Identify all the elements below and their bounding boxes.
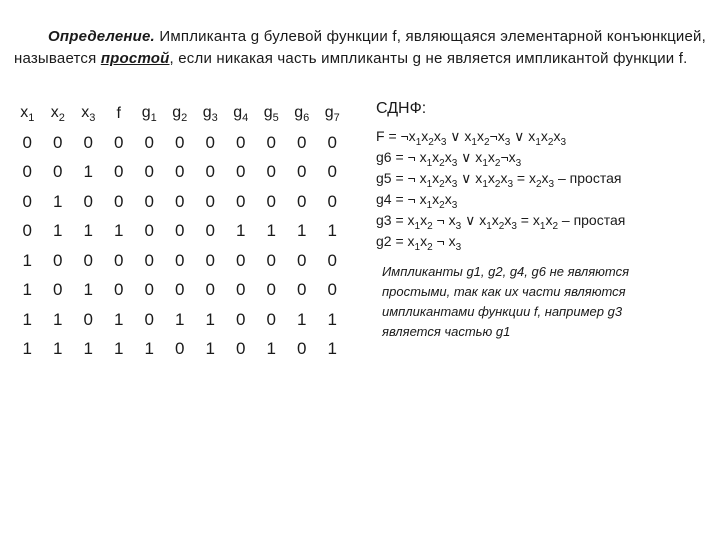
table-cell: 0 [297, 191, 307, 211]
table-header-row [12, 100, 348, 128]
formula-line: g4 = ¬ $x_1x_2x_3$ [376, 191, 458, 211]
table-row [12, 187, 348, 217]
table-cell: 1 [327, 221, 337, 241]
table-cell: 0 [205, 132, 215, 152]
table-cell: 0 [327, 132, 337, 152]
table-cell: 0 [175, 132, 185, 152]
table-cell: 1 [83, 280, 93, 300]
column-header-symbol: g [233, 103, 243, 121]
definition-text-2: , если никакая часть импликанты g не является импликантой функции f. [169, 50, 688, 67]
table-cell: 0 [266, 132, 276, 152]
table-cell: 0 [266, 162, 276, 182]
column-header-symbol: f [116, 105, 121, 122]
column-header [287, 100, 318, 128]
column-header-index: 7 [333, 112, 340, 125]
table-cell: 0 [144, 280, 154, 300]
table-cell: 0 [205, 191, 215, 211]
table-cell: 1 [266, 221, 276, 241]
table-cell: 1 [53, 309, 63, 329]
table-cell: 0 [205, 162, 215, 182]
column-header-index: 4 [242, 112, 249, 125]
table-row [12, 246, 348, 276]
table-cell: 0 [297, 162, 307, 182]
formula-line: $g2 = x_1x_2$ ¬ $x_3$ [376, 233, 462, 253]
table-cell: 0 [22, 162, 32, 182]
table-cell: 0 [205, 250, 215, 270]
definition-term: Определение. [48, 28, 155, 45]
table-cell: 0 [236, 162, 246, 182]
column-header [317, 100, 348, 128]
column-header-symbol: x [81, 103, 90, 121]
table-cell: 1 [22, 339, 32, 359]
table-cell: 0 [22, 221, 32, 241]
table-cell: 1 [114, 339, 124, 359]
table-cell: 0 [205, 280, 215, 300]
table-cell: 0 [114, 132, 124, 152]
table-cell: 1 [53, 339, 63, 359]
column-header [165, 100, 196, 128]
table-cell: 0 [236, 339, 246, 359]
formula-line: $g3 = x_1x_2$ ¬ $x_3$ ∨ $x_1x_2x_3 = x_1x_2$ – простая [376, 212, 626, 232]
column-header-index: 3 [211, 112, 218, 125]
table-cell: 0 [266, 191, 276, 211]
truth-table [12, 100, 348, 364]
column-header-index: 3 [89, 112, 96, 125]
table-cell: 1 [205, 339, 215, 359]
column-header [73, 100, 104, 128]
column-header [226, 100, 257, 128]
table-cell: 0 [236, 280, 246, 300]
table-cell: 1 [22, 309, 32, 329]
table-cell: 0 [22, 191, 32, 211]
table-row [12, 128, 348, 158]
table-cell: 0 [53, 280, 63, 300]
column-header-index: 5 [272, 112, 279, 125]
table-cell: 1 [83, 162, 93, 182]
table-cell: 0 [175, 250, 185, 270]
table-cell: 1 [83, 221, 93, 241]
definition-emphasis: простой [100, 50, 170, 67]
column-header [256, 100, 287, 128]
table-cell: 0 [53, 250, 63, 270]
table-cell: 0 [83, 191, 93, 211]
formula-line: $F = \neg x_1x_2x_3$ ∨ $x_1x_2\neg x_3$ ∨ $x_1x_2x_3$ [376, 128, 566, 148]
formula-line: g5 = ¬ $x_1x_2x_3$ ∨ $x_1x_2x_3 = x_2x_3$ – простая [376, 170, 622, 190]
column-header [134, 100, 165, 128]
table-cell: 0 [144, 191, 154, 211]
table-cell: 0 [114, 250, 124, 270]
column-header [43, 100, 74, 128]
table-cell: 0 [144, 250, 154, 270]
column-header-symbol: g [202, 103, 212, 121]
column-header-symbol: x [50, 103, 59, 121]
table-cell: 1 [327, 339, 337, 359]
table-cell: 1 [266, 339, 276, 359]
table-cell: 1 [236, 221, 246, 241]
definition-paragraph [14, 26, 706, 70]
table-cell: 0 [327, 250, 337, 270]
table-cell: 1 [297, 309, 307, 329]
column-header-symbol: g [294, 103, 304, 121]
table-cell: 0 [175, 221, 185, 241]
column-header-index: 2 [58, 112, 65, 125]
table-cell: 0 [83, 309, 93, 329]
sdnf-title: СДНФ: [376, 100, 427, 117]
definition-text-1: Импликанта g булевой функции f, являющаяся элементарной конъюнкцией, называется [14, 28, 706, 67]
table-row [12, 276, 348, 306]
column-header-index: 1 [28, 112, 35, 125]
table-cell: 0 [144, 221, 154, 241]
table-cell: 0 [266, 309, 276, 329]
column-header-symbol: g [324, 103, 334, 121]
table-cell: 0 [22, 132, 32, 152]
table-cell: 0 [114, 280, 124, 300]
table-cell: 0 [144, 309, 154, 329]
column-header-index: 1 [150, 112, 157, 125]
table-cell: 0 [83, 250, 93, 270]
table-cell: 1 [205, 309, 215, 329]
table-cell: 0 [236, 250, 246, 270]
column-header [104, 100, 135, 128]
table-cell: 0 [114, 191, 124, 211]
table-cell: 0 [175, 162, 185, 182]
table-cell: 1 [175, 309, 185, 329]
table-cell: 0 [114, 162, 124, 182]
table-cell: 0 [297, 280, 307, 300]
table-cell: 0 [297, 132, 307, 152]
table-cell: 0 [327, 280, 337, 300]
table-cell: 0 [266, 280, 276, 300]
column-header-symbol: g [141, 103, 151, 121]
table-cell: 0 [327, 191, 337, 211]
table-cell: 0 [205, 221, 215, 241]
formula-line: g6 = ¬ $x_1x_2x_3$ ∨ $x_1x_2\neg x_3$ [376, 149, 522, 169]
table-cell: 1 [114, 221, 124, 241]
table-cell: 0 [175, 339, 185, 359]
table-cell: 1 [53, 191, 63, 211]
column-header-index: 2 [181, 112, 188, 125]
table-cell: 0 [53, 162, 63, 182]
table-cell: 1 [144, 339, 154, 359]
table-cell: 0 [175, 280, 185, 300]
table-cell: 0 [83, 132, 93, 152]
column-header-symbol: g [172, 103, 182, 121]
table-cell: 0 [144, 132, 154, 152]
note-text: Импликанты g1, g2, g4, g6 не являются простыми, так как их части являются импликантами функции f, например g3 является частью g1 [382, 264, 630, 339]
table-cell: 0 [236, 132, 246, 152]
table-row [12, 335, 348, 365]
table-cell: 0 [144, 162, 154, 182]
table-cell: 0 [236, 191, 246, 211]
column-header-index: 6 [303, 112, 310, 125]
column-header-symbol: g [263, 103, 273, 121]
table-cell: 1 [114, 309, 124, 329]
table-cell: 1 [22, 250, 32, 270]
table-cell: 1 [297, 221, 307, 241]
table-cell: 1 [53, 221, 63, 241]
table-cell: 0 [53, 132, 63, 152]
table-cell: 1 [327, 309, 337, 329]
column-header [12, 100, 43, 128]
table-cell: 0 [175, 191, 185, 211]
table-cell: 0 [297, 250, 307, 270]
table-cell: 0 [266, 250, 276, 270]
table-cell: 0 [236, 309, 246, 329]
table-row [12, 158, 348, 188]
column-header-symbol: x [20, 103, 29, 121]
column-header [195, 100, 226, 128]
table-cell: 1 [83, 339, 93, 359]
table-cell: 0 [327, 162, 337, 182]
table-cell: 0 [297, 339, 307, 359]
table-row [12, 217, 348, 247]
table-row [12, 305, 348, 335]
table-cell: 1 [22, 280, 32, 300]
